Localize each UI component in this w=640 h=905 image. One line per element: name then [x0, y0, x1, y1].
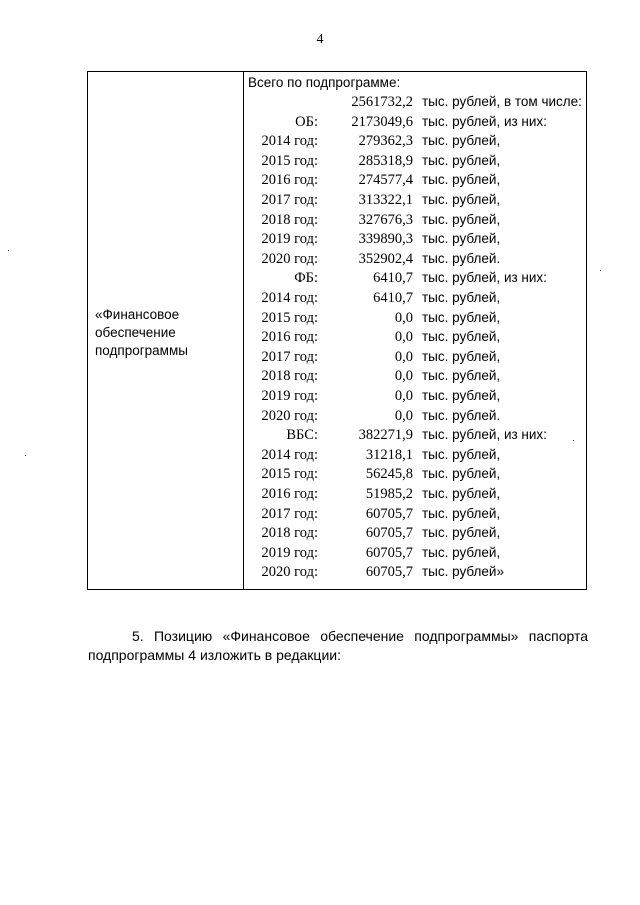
row-value: 0,0 — [394, 388, 413, 404]
row-unit: тыс. рублей, — [422, 231, 501, 247]
finance-row — [248, 408, 588, 428]
row-value: 313322,1 — [358, 192, 413, 208]
scan-speck — [600, 270, 601, 271]
finance-row — [248, 310, 588, 330]
row-unit: тыс. рублей, — [422, 290, 501, 305]
row-value: 274577,4 — [358, 172, 413, 189]
row-value: 2561732,2 — [351, 94, 413, 110]
row-label: 2019 год: — [261, 231, 318, 248]
row-unit: тыс. рублей. — [422, 250, 501, 266]
scan-speck — [8, 250, 9, 251]
row-unit: тыс. рублей, из них: — [422, 113, 547, 129]
row-unit: тыс. рублей, — [422, 446, 501, 462]
row-unit: тыс. рублей, — [422, 525, 501, 541]
row-label: 2017 год: — [261, 505, 318, 522]
row-unit: тыс. рублей, из них: — [422, 270, 547, 286]
row-value: 2173049,6 — [351, 113, 413, 130]
finance-row — [248, 153, 588, 173]
row-label: 2017 год: — [261, 348, 318, 365]
row-unit: тыс. рублей, — [422, 348, 501, 364]
row-unit: тыс. рублей, — [422, 486, 501, 501]
row-unit: тыс. рублей, — [422, 466, 501, 482]
row-label: 2015 год: — [261, 309, 318, 326]
financing-table — [87, 71, 587, 590]
row-unit: тыс. рублей, — [422, 192, 501, 207]
row-unit: тыс. рублей, — [422, 211, 501, 227]
row-value: 6410,7 — [373, 270, 413, 287]
row-value: 0,0 — [394, 309, 413, 326]
row-label: 2014 год: — [261, 446, 318, 463]
row-label: 2014 год: — [261, 290, 318, 306]
position-label-line: подпрограммы — [95, 343, 188, 358]
row-value: 31218,1 — [365, 446, 413, 463]
row-unit: тыс. рублей» — [422, 564, 504, 580]
row-value: 352902,4 — [358, 250, 413, 267]
row-label: 2018 год: — [261, 211, 318, 228]
row-value: 51985,2 — [365, 486, 413, 502]
row-unit: тыс. рублей, — [422, 368, 501, 384]
row-label: 2020 год: — [261, 564, 318, 581]
row-label: 2014 год: — [261, 133, 318, 150]
row-label: 2018 год: — [261, 525, 318, 542]
row-value: 56245,8 — [365, 466, 413, 483]
row-value: 60705,7 — [365, 525, 413, 542]
finance-row — [248, 506, 588, 526]
row-value: 0,0 — [394, 407, 413, 424]
finance-row — [248, 368, 588, 388]
finance-row — [248, 114, 588, 134]
row-unit: тыс. рублей. — [422, 407, 501, 423]
column-divider — [243, 72, 244, 589]
finance-row — [248, 427, 588, 447]
row-label: ВБС: — [286, 427, 318, 444]
row-value: 285318,9 — [358, 152, 413, 169]
finance-row — [248, 486, 588, 506]
row-label: 2015 год: — [261, 152, 318, 169]
scan-speck — [25, 455, 26, 456]
row-value: 60705,7 — [365, 564, 413, 581]
finance-row — [248, 525, 588, 545]
row-value: 60705,7 — [365, 544, 413, 561]
row-unit: тыс. рублей, — [422, 172, 501, 188]
finance-row — [248, 251, 588, 271]
finance-row — [248, 290, 588, 310]
row-value: 0,0 — [394, 329, 413, 346]
finance-row — [248, 212, 588, 232]
row-label: 2019 год: — [261, 388, 318, 404]
row-label: 2015 год: — [261, 466, 318, 483]
row-label: 2016 год: — [261, 486, 318, 502]
row-label: ОБ: — [295, 113, 318, 130]
row-unit: тыс. рублей, — [422, 152, 501, 168]
page-number: 4 — [316, 32, 324, 47]
amendment-paragraph — [88, 627, 588, 665]
paragraph-line: подпрограммы 4 изложить в редакции: — [88, 647, 341, 663]
row-label: 2016 год: — [261, 172, 318, 189]
row-label: 2018 год: — [261, 368, 318, 385]
row-label: ФБ: — [294, 270, 318, 287]
row-value: 6410,7 — [373, 290, 413, 306]
row-label: 2017 год: — [261, 192, 318, 208]
paragraph-line: 5. Позицию «Финансовое обеспечение подпрограммы» паспорта — [132, 628, 588, 644]
row-value: 327676,3 — [358, 211, 413, 228]
row-unit: тыс. рублей, — [422, 388, 501, 403]
row-unit: тыс. рублей, — [422, 309, 501, 325]
row-label: 2020 год: — [261, 407, 318, 424]
row-unit: тыс. рублей, — [422, 329, 501, 345]
finance-row — [248, 447, 588, 467]
finance-row — [248, 94, 588, 114]
row-label: 2020 год: — [261, 250, 318, 267]
position-label-line: обеспечение — [95, 325, 176, 340]
row-value: 0,0 — [394, 368, 413, 385]
row-unit: тыс. рублей, — [422, 544, 501, 560]
finance-row — [248, 466, 588, 486]
finance-row — [248, 329, 588, 349]
row-unit: тыс. рублей, в том числе: — [422, 94, 582, 109]
row-unit: тыс. рублей, — [422, 505, 501, 521]
row-label: 2016 год: — [261, 329, 318, 346]
scan-speck — [573, 440, 574, 441]
row-value: 0,0 — [394, 348, 413, 365]
finance-row — [248, 231, 588, 251]
total-header: Всего по подпрограмме: — [248, 75, 401, 90]
finance-row — [248, 388, 588, 408]
finance-row — [248, 172, 588, 192]
row-value: 339890,3 — [358, 231, 413, 248]
position-label — [95, 306, 240, 360]
finance-row — [248, 349, 588, 369]
finance-row — [248, 270, 588, 290]
row-value: 279362,3 — [358, 133, 413, 150]
row-unit: тыс. рублей, из них: — [422, 427, 547, 443]
finance-row — [248, 564, 588, 584]
row-value: 382271,9 — [358, 427, 413, 444]
row-label: 2019 год: — [261, 544, 318, 561]
row-value: 60705,7 — [365, 505, 413, 522]
finance-row — [248, 133, 588, 153]
row-unit: тыс. рублей, — [422, 133, 501, 149]
finance-row — [248, 545, 588, 565]
position-label-line: «Финансовое — [95, 307, 180, 322]
finance-row — [248, 192, 588, 212]
